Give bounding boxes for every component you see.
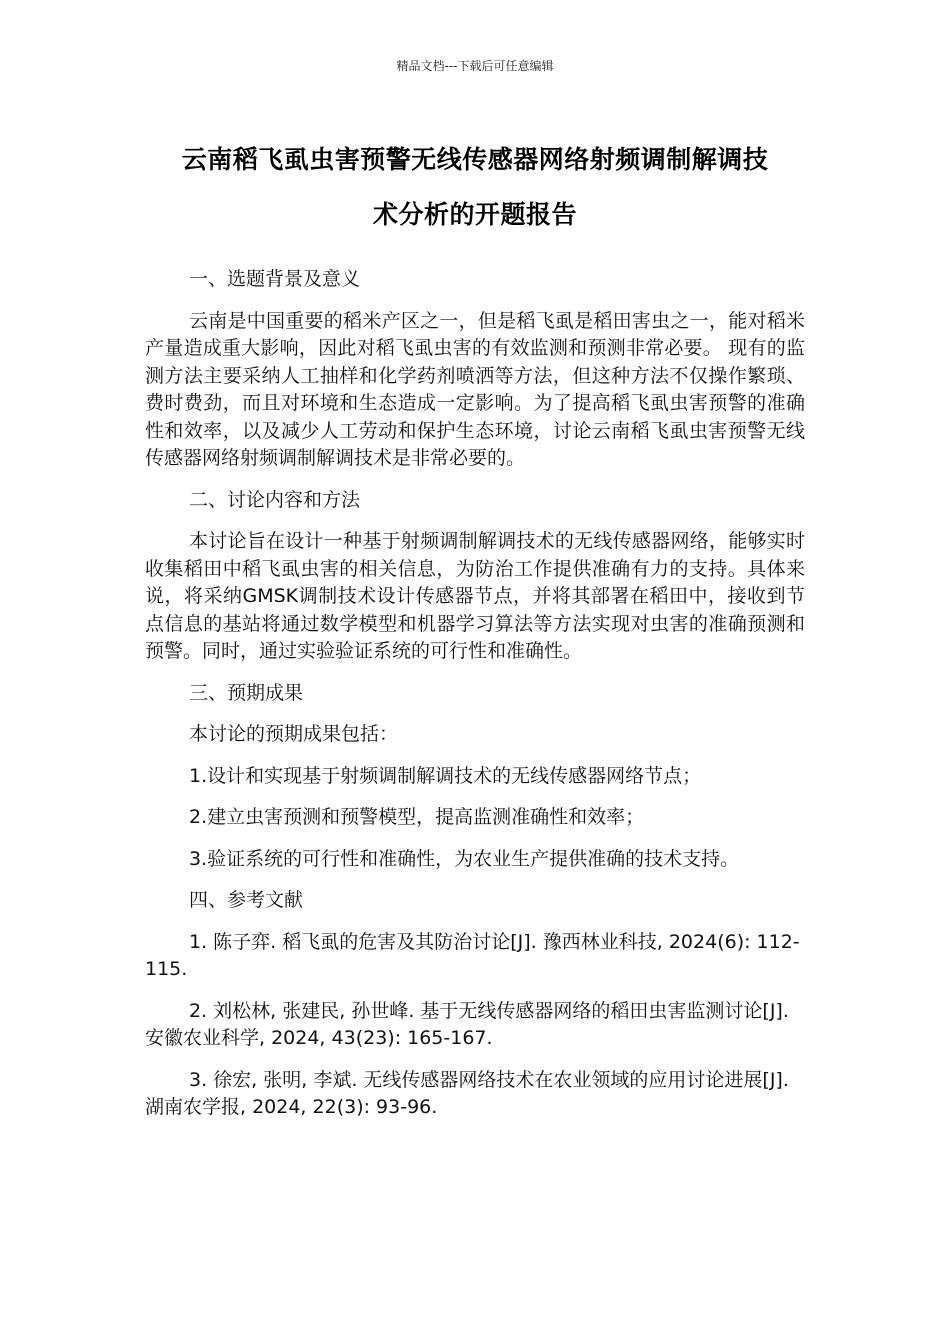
document-title-line-1: 云南稻飞虱虫害预警无线传感器网络射频调制解调技	[181, 145, 769, 174]
document-title-line-2: 术分析的开题报告	[372, 200, 577, 229]
section-heading-background: 一、选题背景及意义	[189, 268, 361, 290]
outcome-item: 3.验证系统的可行性和准确性，为农业生产提供准确的技术支持。	[189, 847, 740, 870]
reference-item: 2. 刘松林, 张建民, 孙世峰. 基于无线传感器网络的稻田虫害监测讨论[J]. 安徽农业科学, 2024, 43(23): 165-167.	[145, 999, 789, 1049]
outcome-item: 1.设计和实现基于射频调制解调技术的无线传感器网络节点；	[189, 764, 702, 787]
reference-item: 1. 陈子弈. 稻飞虱的危害及其防治讨论[J]. 豫西林业科技, 2024(6): 112-115.	[145, 930, 800, 980]
section-heading-references: 四、参考文献	[189, 889, 304, 911]
outcome-item: 2.建立虫害预测和预警模型，提高监测准确性和效率；	[189, 806, 645, 828]
document-body	[145, 266, 805, 1136]
section-heading-outcomes: 三、预期成果	[189, 681, 304, 704]
header-note: 精品文档---下载后可任意编辑	[396, 59, 554, 73]
reference-item: 3. 徐宏, 张明, 李斌. 无线传感器网络技术在农业领域的应用讨论进展[J]. 湖南农学报, 2024, 22(3): 93-96.	[145, 1068, 789, 1118]
section-heading-methods: 二、讨论内容和方法	[189, 488, 361, 511]
section-paragraph-background: 云南是中国重要的稻米产区之一，但是稻飞虱是稻田害虫之一，能对稻米产量造成重大影响，因此对稻飞虱虫害的有效监测和预测非常必要。 现有的监测方法主要采纳人工抽样和化学药剂喷洒等方法，但这种方法不仅操作繁琐、费时费劲，而且对环境和生态造成一定影响。为了提高稻飞虱虫害预警的准确性和效率，以及减少人工劳动和保护生态环境，讨论云南稻飞虱虫害预警无线传感器网络射频调制解调技术是非常必要的。	[145, 309, 805, 469]
outcomes-intro: 本讨论的预期成果包括：	[189, 723, 399, 745]
section-paragraph-methods: 本讨论旨在设计一种基于射频调制解调技术的无线传感器网络，能够实时收集稻田中稻飞虱虫害的相关信息，为防治工作提供准确有力的支持。具体来说，将采纳GMSK调制技术设计传感器节点，并将其部署在稻田中，接收到节点信息的基站将通过数学模型和机器学习算法等方法实现对虫害的准确预测和预警。同时，通过实验验证系统的可行性和准确性。	[145, 530, 805, 662]
